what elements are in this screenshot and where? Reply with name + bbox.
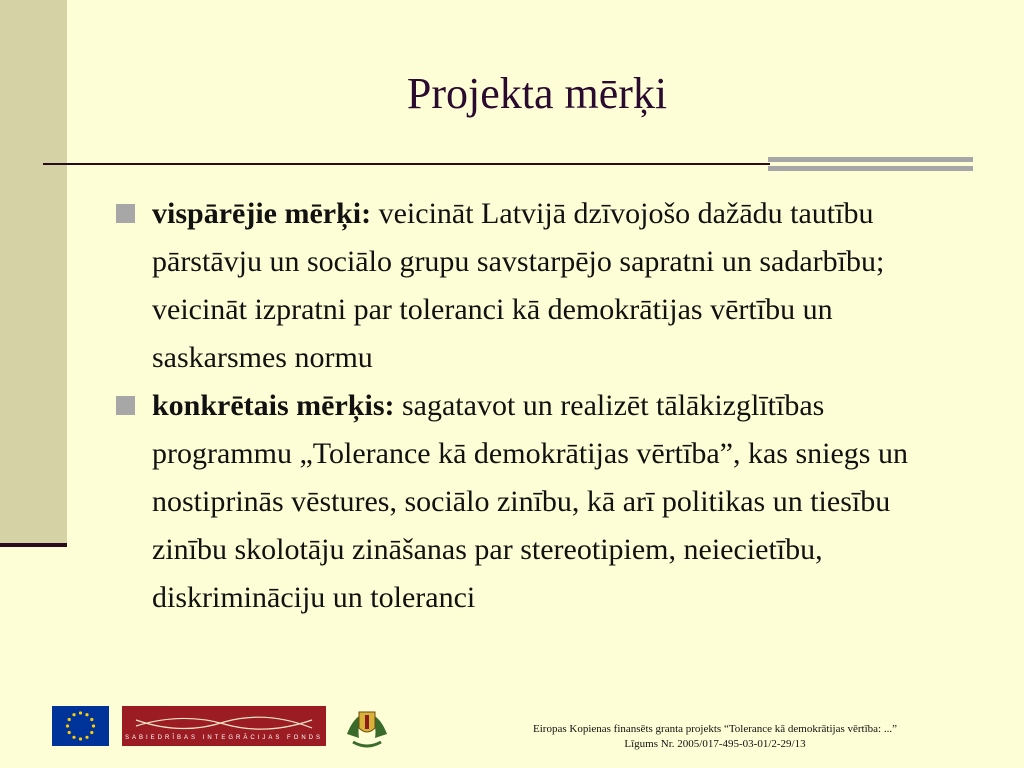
- decor-bar: [768, 166, 973, 171]
- sif-logo-icon: [122, 706, 326, 746]
- bullet-item: [116, 382, 966, 622]
- footer-note-line2: Līgums Nr. 2005/017-495-03-01/2-29/13: [624, 738, 806, 750]
- sif-logo-text: SABIEDRĪBAS INTEGRĀCIJAS FONDS: [124, 735, 324, 741]
- slide-body: [116, 190, 966, 622]
- square-bullet-icon: [116, 396, 135, 415]
- footer-note-line1: Eiropas Kopienas finansēts granta projekts “Tolerance kā demokrātijas vērtība: ...”: [533, 723, 897, 735]
- bullet-text: sagatavot un realizēt tālākizglītības programmu „Tolerance kā demokrātijas vērtība”, kas sniegs un nostiprinās vēstures, sociālo zinību, kā arī politikas un tiesību zinību skolotāju zināšanas par stereotipiem, neiecietību, diskrimināciju un toleranci: [152, 389, 908, 614]
- bullet-item: [116, 190, 966, 382]
- title-divider: [43, 163, 770, 165]
- footer-note: [420, 722, 1010, 752]
- title-decor-bars: [768, 157, 973, 175]
- crest-icon: [339, 704, 395, 750]
- left-accent-rule: [0, 543, 67, 547]
- bullet-text: veicināt Latvijā dzīvojošo dažādu tautību pārstāvju un sociālo grupu savstarpējo sapratni un sadarbību; veicināt izpratni par toleranci kā demokrātijas vērtību un saskarsmes normu: [152, 197, 885, 374]
- decor-bar: [768, 157, 973, 162]
- slide-title: Projekta mērķi: [406, 69, 668, 118]
- bullet-label: vispārējie mērķi:: [152, 197, 372, 230]
- square-bullet-icon: [116, 204, 135, 223]
- eu-flag-icon: [52, 706, 109, 746]
- bullet-label: konkrētais mērķis:: [152, 389, 395, 422]
